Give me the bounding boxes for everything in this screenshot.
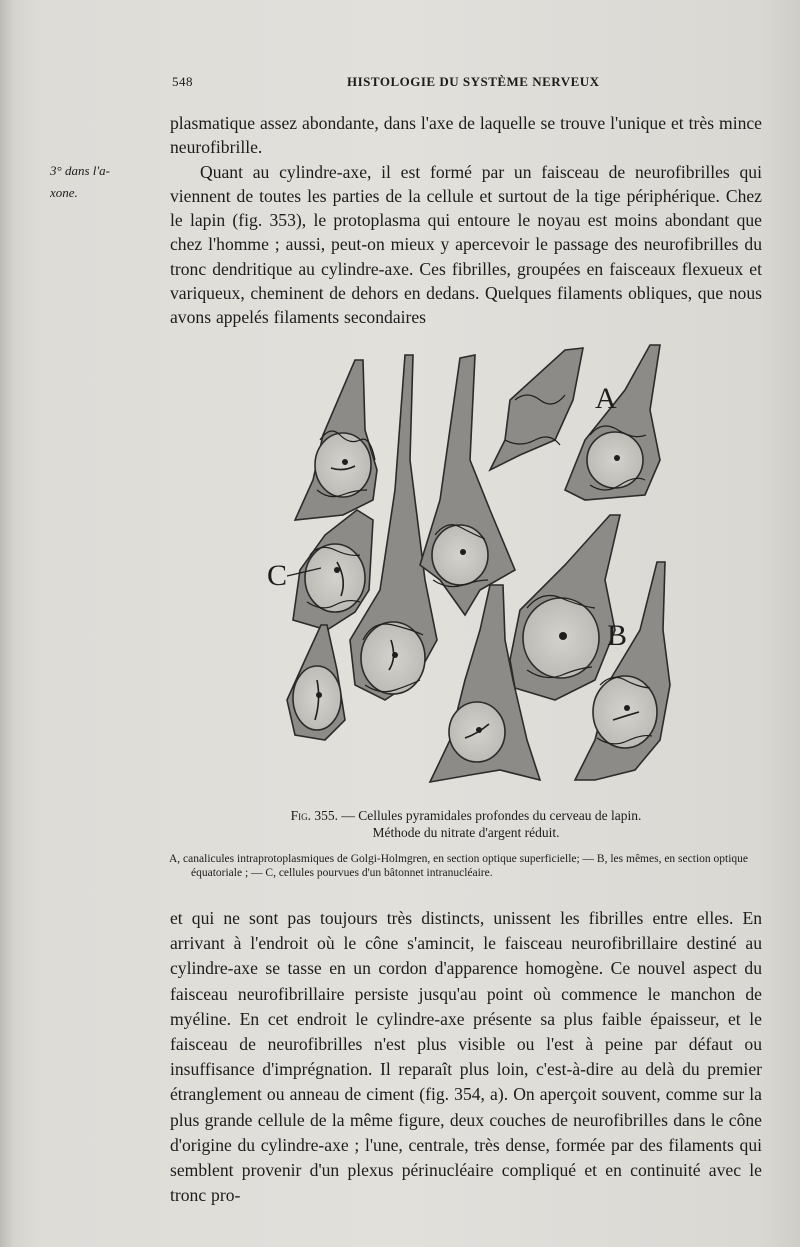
figure-caption [170,807,762,841]
figure-355 [265,340,685,800]
caption-line2: Méthode du nitrate d'argent réduit. [372,825,560,840]
figure-number: Fig. 355. [290,808,339,823]
margin-note [50,160,150,204]
figure-legend [165,852,765,880]
caption-title: — Cellules pyramidales profondes du cerveau de lapin. [338,808,642,823]
running-title: HISTOLOGIE DU SYSTÈME NERVEUX [347,74,600,89]
cell-body [490,348,583,470]
paragraph-1: plasmatique assez abondante, dans l'axe de laquelle se trouve l'unique et très mince neurofibrille. [170,113,762,158]
figure-label-c: C [267,559,288,592]
margin-note-line1: 3° dans l'a- [50,163,110,178]
margin-note-line2: xone. [50,185,78,200]
figure-label-a: A [595,382,617,415]
paragraph-2: Quant au cylindre-axe, il est formé par un faisceau de neurofibrilles qui viennent de toutes les parties de la cellule et surtout de la tige périphérique. Chez le lapin (fig. 353), le protoplasma qui entoure le noyau est moins abondant que chez l'homme ; aussi, peut-on mieux y apercevoir le passage des neurofibrilles du tronc dendritique au cylindre-axe. Ces fibrilles, groupées en faisceaux flexueux et variqueux, cheminent de dehors en dedans. Quelques filaments obliques, que nous avons appelés filaments secondaires [170,161,762,328]
paragraph-3: et qui ne sont pas toujours très distincts, unissent les fibrilles entre elles. En arrivant à l'endroit où le cône s'amincit, le faisceau neurofibrillaire destiné au cylindre-axe se tasse en un cordon d'apparence homogène. Ce nouvel aspect du faisceau neurofibrillaire persiste jusqu'au point où commence le manchon de myéline. En cet endroit le cylindre-axe présente sa plus faible épaisseur, et le faisceau de neurofibrilles n'est plus visible ou l'est à peine par défaut ou insuffisance d'imprégnation. Il reparaît plus loin, c'est-à-dire au delà du premier étranglement ou anneau de ciment (fig. 354, a). On aperçoit souvent, comme sur la plus grande cellule de la même figure, deux couches de neurofibrilles dans le cône d'origine du cylindre-axe ; l'une, centrale, très dense, formée par des filaments qui semblent provenir d'un plexus périnucléaire compliqué et en continuité avec le tronc pro- [170,908,762,1206]
pyramidal-cells-illustration [265,340,685,800]
caption-line1 [170,807,762,824]
running-header [172,74,752,94]
body-text-bottom [170,906,762,1208]
figure-label-b: B [607,619,628,652]
page-number: 548 [172,74,193,89]
legend-text: A, canalicules intraprotoplasmiques de Golgi-Holmgren, en section optique superficielle; — B, les mêmes, en section optique équatoriale ; — C, cellules pourvues d'un bâtonnet intranucléaire. [169,853,749,879]
body-text-top [170,111,762,330]
